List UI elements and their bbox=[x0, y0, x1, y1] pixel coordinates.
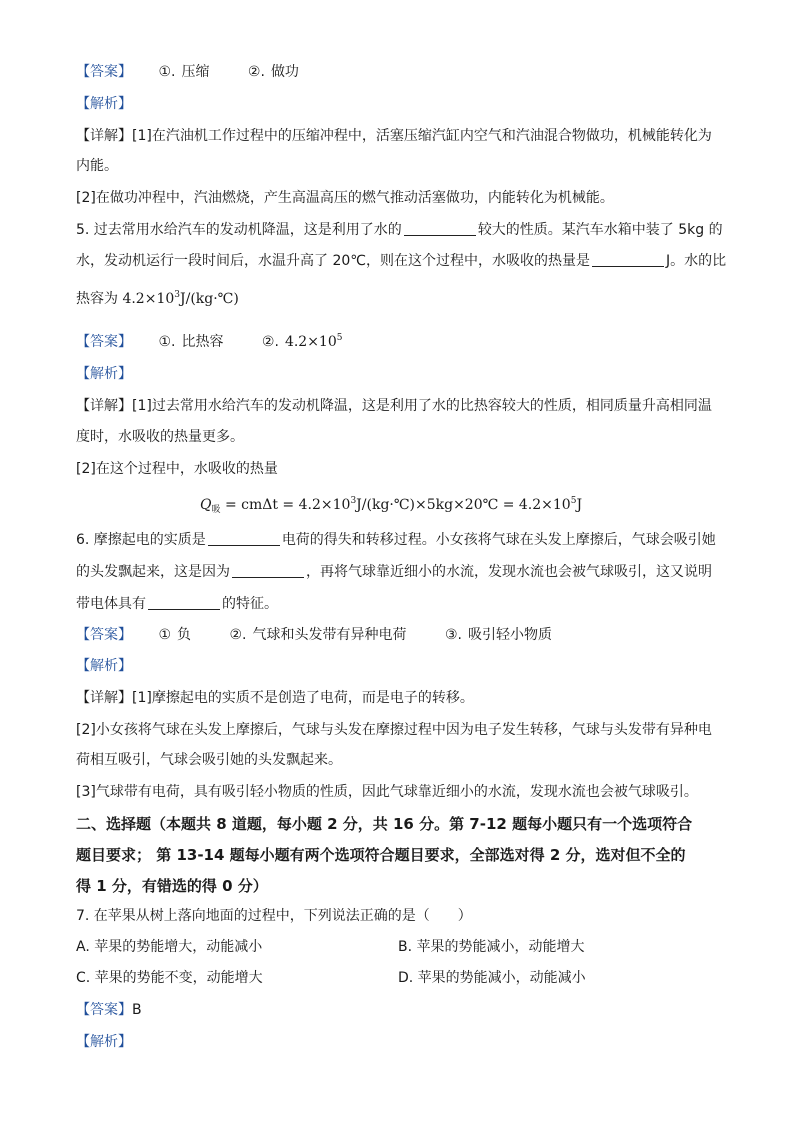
analysis-label: 【解析】 bbox=[76, 658, 132, 674]
q6-blank-1[interactable] bbox=[208, 531, 280, 546]
q6-detail-2: [2]小女孩将气球在头发上摩擦后，气球与头发在摩擦过程中因为电子发生转移，气球与头发带有异种电 bbox=[76, 722, 712, 738]
q4-answer-2: ②. 做功 bbox=[247, 64, 299, 80]
detail-label: 【详解】 bbox=[76, 128, 132, 144]
q7-stem: 7. 在苹果从树上落向地面的过程中，下列说法正确的是（ ） bbox=[76, 908, 472, 924]
q6-answer-line: 【答案】 ① 负 ②. 气球和头发带有异种电荷 ③. 吸引轻小物质 bbox=[76, 627, 552, 643]
q5-detail-2: [2]在这个过程中，水吸收的热量 bbox=[76, 461, 278, 477]
q7-answer-line: 【答案】B bbox=[76, 1002, 142, 1018]
q6-blank-3[interactable] bbox=[148, 595, 220, 610]
q7-answer: B bbox=[132, 1002, 142, 1018]
section-2-heading-3: 得 1 分，有错选的得 0 分） bbox=[76, 877, 268, 895]
q6-answer-2: ②. 气球和头发带有异种电荷 bbox=[229, 627, 407, 643]
q4-detail-1: 【详解】[1]在汽油机工作过程中的压缩冲程中，活塞压缩汽缸内空气和汽油混合物做功，机械能转化为 bbox=[76, 128, 712, 144]
analysis-label: 【解析】 bbox=[76, 366, 132, 382]
q6-detail-3: [3]气球带有电荷，具有吸引轻小物质的性质，因此气球靠近细小的水流，发现水流也会被气球吸引。 bbox=[76, 784, 698, 800]
q5-detail-1: 【详解】[1]过去常用水给汽车的发动机降温，这是利用了水的比热容较大的性质，相同质量升高相同温 bbox=[76, 398, 712, 414]
q6-blank-2[interactable] bbox=[232, 563, 304, 578]
q5-answer-line: 【答案】 ①. 比热容 ②. $4.2\times 10^5$ bbox=[76, 328, 342, 352]
q5-stem-line-3: 热容为 $4.2\times 10^3J/(kg\cdot℃)$ bbox=[76, 290, 239, 307]
q4-answer-1: ①. 压缩 bbox=[158, 64, 210, 80]
q7-option-d[interactable]: D. 苹果的势能减小，动能减小 bbox=[398, 970, 586, 986]
q5-detail-1-cont: 度时，水吸收的热量更多。 bbox=[76, 429, 244, 445]
q5-equation: $Q_吸 = cm\Delta t$ = $4.2\times 10^3J/(kg\cdot℃)\times 5kg\times 20℃ = 4.2\times 10^5J$ bbox=[200, 496, 583, 515]
q5-blank-2[interactable] bbox=[592, 252, 664, 267]
q6-detail-1: 【详解】[1]摩擦起电的实质不是创造了电荷，而是电子的转移。 bbox=[76, 690, 474, 706]
q7-option-c[interactable]: C. 苹果的势能不变，动能增大 bbox=[76, 970, 263, 986]
q5-answer-2: ②. $4.2\times 10^5$ bbox=[261, 333, 343, 350]
section-2-heading-1: 二、选择题（本题共 8 道题，每小题 2 分，共 16 分。第 7-12 题每小题只有一个选项符合 bbox=[76, 815, 693, 833]
q6-stem-line-1: 6. 摩擦起电的实质是 电荷的得失和转移过程。小女孩将气球在头发上摩擦后，气球会吸引她 bbox=[76, 532, 716, 548]
q4-detail-2: [2]在做功冲程中，汽油燃烧，产生高温高压的燃气推动活塞做功，内能转化为机械能。 bbox=[76, 190, 614, 206]
q4-answer-line bbox=[76, 62, 299, 82]
q6-stem-line-2: 的头发飘起来，这是因为 ，再将气球靠近细小的水流，发现水流也会被气球吸引，这又说明 bbox=[76, 564, 712, 580]
q4-detail-1-cont: 内能。 bbox=[76, 158, 118, 174]
analysis-label: 【解析】 bbox=[76, 1034, 132, 1050]
q5-blank-1[interactable] bbox=[404, 221, 476, 236]
q7-option-b[interactable]: B. 苹果的势能减小，动能增大 bbox=[398, 939, 585, 955]
q6-stem-line-3: 带电体具有 的特征。 bbox=[76, 596, 278, 612]
answer-label: 【答案】 bbox=[76, 64, 132, 80]
q5-stem-line-1: 5. 过去常用水给汽车的发动机降温，这是利用了水的 较大的性质。某汽车水箱中装了 5kg 的 bbox=[76, 222, 723, 238]
q6-answer-3: ③. 吸引轻小物质 bbox=[444, 627, 552, 643]
q5-answer-1: ①. 比热容 bbox=[158, 334, 224, 350]
analysis-label: 【解析】 bbox=[76, 96, 132, 112]
q6-answer-1: ① 负 bbox=[158, 627, 192, 643]
q5-stem-line-2: 水，发动机运行一段时间后，水温升高了 20℃，则在这个过程中，水吸收的热量是 J。水的比 bbox=[76, 253, 727, 269]
q7-option-a[interactable]: A. 苹果的势能增大，动能减小 bbox=[76, 939, 263, 955]
q6-detail-2-cont: 荷相互吸引，气球会吸引她的头发飘起来。 bbox=[76, 752, 342, 768]
section-2-heading-2: 题目要求； 第 13-14 题每小题有两个选项符合题目要求，全部选对得 2 分，选对但不全的 bbox=[76, 846, 686, 864]
